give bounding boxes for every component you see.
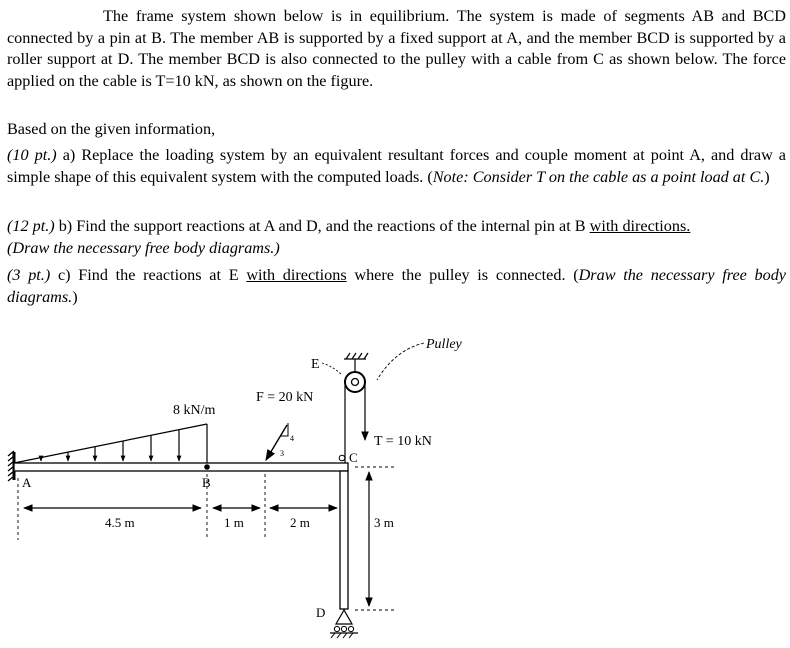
question-c-text: c) Find the reactions at E: [50, 266, 247, 284]
pulley: [344, 353, 368, 463]
problem-intro: [7, 6, 786, 92]
pin-C: [339, 455, 345, 461]
question-c-close: ): [72, 287, 78, 306]
pulley-label: Pulley: [426, 337, 462, 352]
question-a-note: Note: Consider T on the cable as a point load at C.: [432, 167, 765, 186]
distributed-load-label: 8 kN/m: [173, 403, 216, 418]
question-b-points: (12 pt.): [7, 217, 55, 235]
question-a-text: a) Replace the loading system by an equivalent resultant forces and couple moment at point A, and draw a simple shape of this equivalent system with the computed loads. (: [7, 146, 786, 186]
dim-3m-label: 3 m: [374, 515, 394, 530]
based-on-line: [7, 119, 786, 141]
dim-AB-label: 4.5 m: [105, 515, 135, 530]
roller-support-D: [330, 610, 358, 638]
question-a-points: (10 pt.): [7, 146, 57, 164]
member-CD: [340, 471, 348, 609]
question-b-underlined: with directions.: [589, 217, 691, 235]
question-c-text2: where the pulley is connected. (: [346, 266, 579, 284]
question-c-points: (3 pt.): [7, 266, 51, 284]
label-B: B: [202, 475, 211, 490]
based-text: Based on the given information,: [7, 120, 216, 138]
E-leader: [322, 363, 341, 374]
label-C: C: [349, 450, 358, 465]
question-c-underlined: with directions: [246, 266, 347, 284]
distributed-load: [14, 424, 207, 463]
frame-figure: [0, 325, 790, 648]
force-F-label: F = 20 kN: [256, 390, 314, 405]
slope-rise: 4: [290, 434, 294, 443]
question-b-text: b) Find the support reactions at A and D, and the reactions of the internal pin at B: [54, 217, 590, 235]
force-F: [266, 423, 288, 460]
dim-1m-label: 1 m: [224, 515, 244, 530]
question-a-close: ): [764, 167, 770, 186]
tension-label: T = 10 kN: [374, 434, 432, 449]
question-a: [7, 145, 786, 188]
label-E: E: [311, 357, 320, 372]
pulley-leader: [377, 343, 424, 380]
dimension-lines: [24, 472, 369, 606]
label-A: A: [22, 475, 32, 490]
dim-2m-label: 2 m: [290, 515, 310, 530]
intro-text: The frame system shown below is in equilibrium. The system is made of segments AB and BCD connected by a pin at B. The member AB is supported by a fixed support at A, and the member BCD is supported by a roller support at D. The member BCD is also connected to the pulley with a cable from C as shown below. The force applied on the cable is T=10 kN, as shown on the figure.: [7, 7, 786, 90]
fixed-support-A: [8, 451, 14, 481]
question-b: [7, 216, 786, 259]
pin-B: [204, 464, 210, 470]
slope-run: 3: [280, 449, 284, 458]
question-c: [7, 265, 786, 308]
label-D: D: [316, 605, 326, 620]
question-b-note: (Draw the necessary free body diagrams.): [7, 238, 280, 257]
beam-ABC: [14, 463, 348, 471]
question-c-note: Draw the necessary free body diagrams.: [7, 266, 786, 306]
